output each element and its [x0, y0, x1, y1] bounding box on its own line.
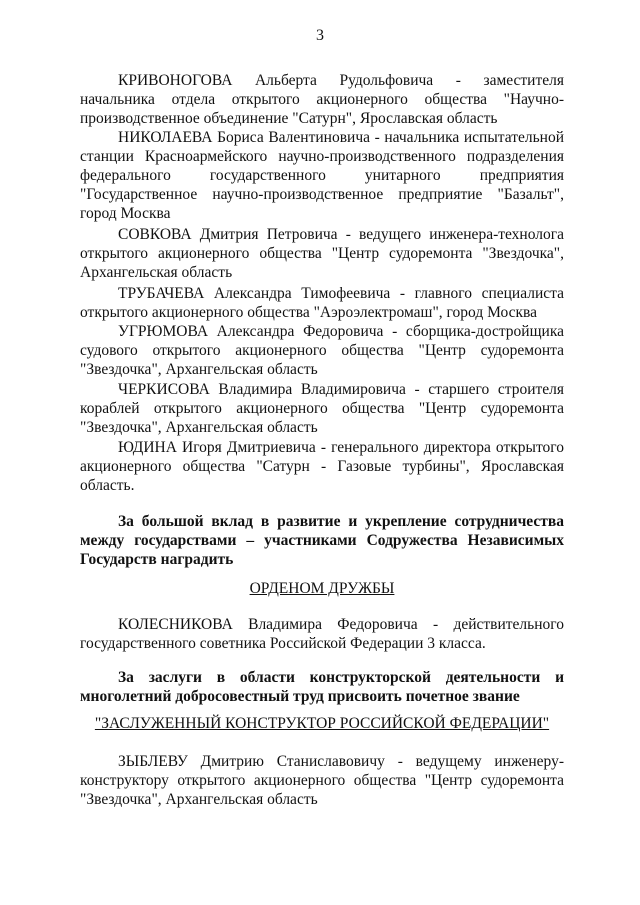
- section-2-preamble: За большой вклад в развитие и укрепление сотрудничества между государствами – участниками Содружества Независимых Государств наградить: [80, 513, 564, 568]
- award-entry-trubachev: ТРУБАЧЕВА Александра Тимофеевича - главного специалиста открытого акционерного общества "Аэроэлектромаш", город Москва: [80, 285, 564, 321]
- page-number: 3: [316, 27, 324, 44]
- section-3-preamble: За заслуги в области конструкторской деятельности и многолетний добросовестный труд присвоить почетное звание: [80, 669, 564, 705]
- award-entry-yudin: ЮДИНА Игоря Дмитриевича - генерального директора открытого акционерного общества "Сатурн - Газовые турбины", Ярославская область.: [80, 439, 564, 494]
- award-entry-cherkisov: ЧЕРКИСОВА Владимира Владимировича - старшего строителя кораблей открытого акционерного общества "Центр судоремонта "Звездочка", Архангельская область: [80, 381, 564, 436]
- award-entry-ugryumov: УГРЮМОВА Александра Федоровича - сборщика-достройщика судового открытого акционерного общества "Центр судоремонта "Звездочка", Архангельская область: [80, 323, 564, 378]
- award-entry-krivonogov: КРИВОНОГОВА Альберта Рудольфовича - заместителя начальника отдела открытого акционерного общества "Научно-производственное объединение "Сатурн", Ярославская область: [80, 72, 564, 127]
- section-2-award-title: ОРДЕНОМ ДРУЖБЫ: [249, 580, 395, 597]
- section-3-award-title: "ЗАСЛУЖЕННЫЙ КОНСТРУКТОР РОССИЙСКОЙ ФЕДЕРАЦИИ": [94, 715, 550, 732]
- section-2-recipient: КОЛЕСНИКОВА Владимира Федоровича - действительного государственного советника Российской Федерации 3 класса.: [80, 616, 564, 652]
- award-entry-nikolaev: НИКОЛАЕВА Бориса Валентиновича - начальника испытательной станции Красноармейского научно-производственного подразделения федерального государственного унитарного предприятия "Государственное научно-производственное предприятие "Базальт", город Москва: [80, 129, 564, 222]
- award-entry-sovkov: СОВКОВА Дмитрия Петровича - ведущего инженера-технолога открытого акционерного общества "Центр судоремонта "Звездочка", Архангельская область: [80, 226, 564, 281]
- section-3-recipient: ЗЫБЛЕВУ Дмитрию Станиславовичу - ведущему инженеру-конструктору открытого акционерного общества "Центр судоремонта "Звездочка", Архангельская область: [80, 753, 564, 808]
